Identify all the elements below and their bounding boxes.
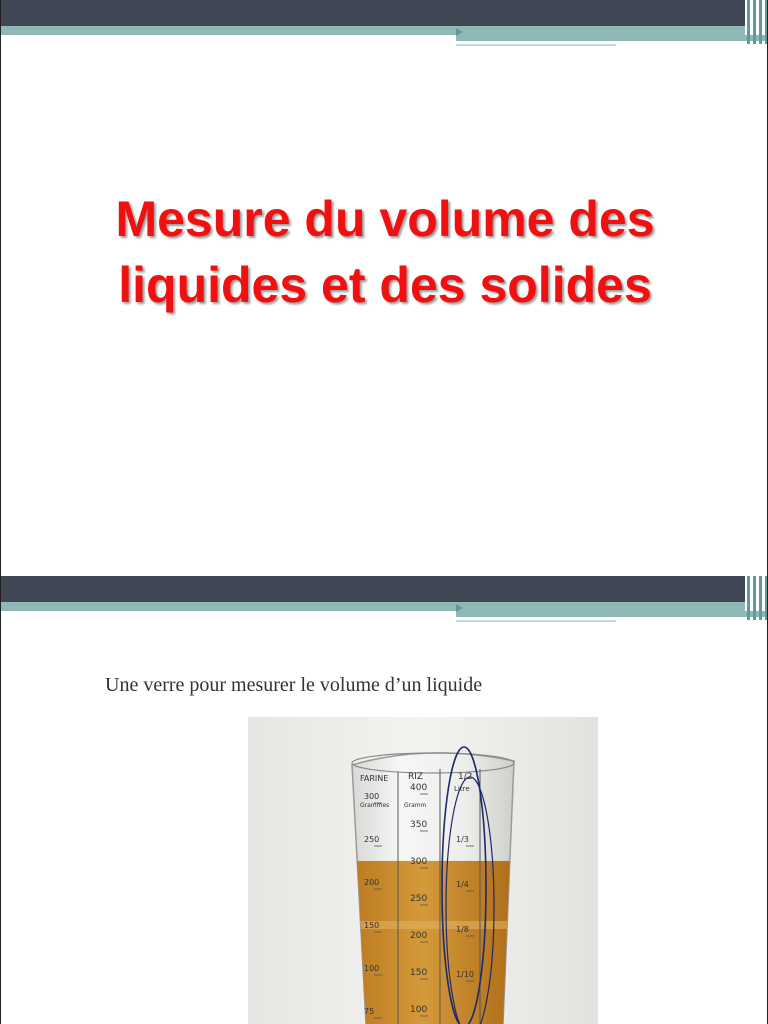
measuring-glass-photo (248, 717, 598, 1024)
riz-mark-label: 250 (410, 894, 428, 904)
riz-mark-label: 300 (410, 857, 428, 867)
riz-mark-label: 150 (410, 968, 428, 978)
farine-mark-label: 300 (364, 792, 380, 801)
unit-grammes-farine: Grammes (360, 802, 390, 809)
header-accent-line (456, 44, 616, 46)
header-stripes (745, 576, 768, 620)
litre-mark-label: 1/10 (456, 970, 474, 979)
litre-mark-label: 1/8 (456, 925, 469, 934)
farine-mark-label: 75 (364, 1007, 375, 1016)
header-teal-band (1, 602, 745, 611)
slide-title (1, 186, 768, 318)
slide-header-bar (1, 576, 768, 604)
title-line-2: liquides et des solides (118, 257, 652, 313)
title-line-1: Mesure du volume des (115, 191, 655, 247)
header-dark-band (1, 0, 745, 26)
header-stripes (745, 0, 768, 44)
measuring-glass-illustration (248, 717, 598, 1024)
header-teal-accent (456, 35, 768, 41)
header-arrow-icon (456, 604, 463, 612)
header-accent-line (456, 620, 616, 622)
header-arrow-icon (456, 28, 463, 36)
riz-mark-label: 400 (410, 783, 428, 793)
litre-mark-label: 1/3 (456, 835, 469, 844)
unit-grammes-riz: Gramm (404, 802, 427, 809)
farine-mark-label: 150 (364, 921, 380, 930)
slide-header-bar (1, 0, 768, 28)
col-label-farine: FARINE (360, 774, 389, 783)
header-teal-accent (456, 611, 768, 617)
slide-2 (0, 576, 768, 1024)
litre-mark-label: 1/4 (456, 880, 469, 889)
riz-mark-label: 350 (410, 820, 428, 830)
riz-mark-label: 100 (410, 1005, 428, 1015)
col-label-litre-unit: Litre (454, 785, 470, 793)
farine-mark-label: 100 (364, 964, 380, 973)
farine-mark-label: 250 (364, 835, 380, 844)
slide-subtitle: Une verre pour mesurer le volume d’un liquide (105, 674, 483, 696)
col-label-litre: 1/2 (458, 772, 473, 782)
header-dark-band (1, 576, 745, 602)
riz-mark-label: 200 (410, 931, 428, 941)
header-teal-band (1, 26, 745, 35)
farine-mark-label: 200 (364, 878, 380, 887)
col-label-riz: RIZ (408, 772, 424, 782)
